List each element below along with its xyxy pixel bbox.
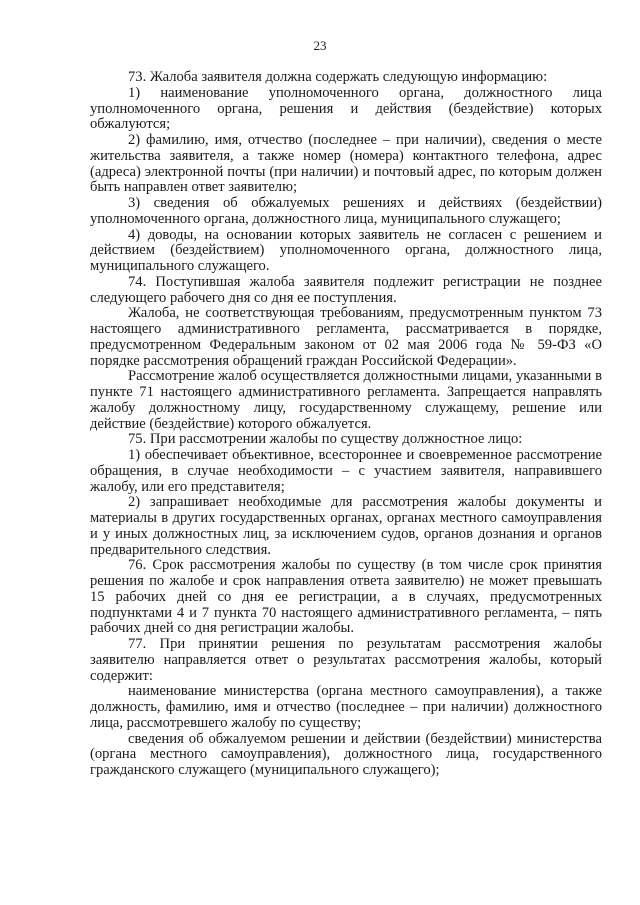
paragraph-74-noncompliant: Жалоба, не соответствующая требованиям, предусмотренным пунктом 73 настоящего административного регламента, рассматривается в порядке, предусмотренном Федеральным законом от 02 мая 2006 года № 59-ФЗ «О порядке рассмотрения обращений граждан Российской Федерации». <box>90 305 602 369</box>
page-number: 23 <box>313 38 327 53</box>
paragraph-75-item-2: 2) запрашивает необходимые для рассмотрения жалобы документы и материалы в других государственных органах, органах местного самоуправления и у иных должностных лиц, за исключением судов, органов дознания и органов предварительного следствия. <box>90 494 602 558</box>
paragraph-77-intro: 77. При принятии решения по результатам рассмотрения жалобы заявителю направляется ответ о результатах рассмотрения жалобы, который содержит: <box>90 636 602 684</box>
paragraph-73-item-3: 3) сведения об обжалуемых решениях и действиях (бездействии) уполномоченного органа, должностного лица, муниципального служащего; <box>90 195 602 227</box>
paragraph-77-item-details: сведения об обжалуемом решении и действии (бездействии) министерства (органа местного самоуправления), должностного лица, государственного гражданского служащего (муниципального служащего); <box>90 730 602 778</box>
paragraph-73-intro: 73. Жалоба заявителя должна содержать следующую информацию: <box>128 69 548 85</box>
paragraph-75-intro: 75. При рассмотрении жалобы по существу должностное лицо: <box>128 431 523 448</box>
paragraph-73-item-2: 2) фамилию, имя, отчество (последнее – при наличии), сведения о месте жительства заявителя, а также номер (номера) контактного телефона, адрес (адреса) электронной почты (при наличии) и почтовый адрес, по которым должен быть направлен ответ заявителю; <box>90 132 602 196</box>
paragraph-74-review: Рассмотрение жалоб осуществляется должностными лицами, указанными в пункте 71 настоящего административного регламента. Запрещается направлять жалобу должностному лицу, государственному служащему, решение или действие (бездействие) которого обжалуется. <box>90 368 602 432</box>
paragraph-73-item-4: 4) доводы, на основании которых заявитель не согласен с решением и действием (бездействием) уполномоченного органа, должностного лица, муниципального служащего. <box>90 226 602 274</box>
document-body <box>90 70 602 779</box>
paragraph-76: 76. Срок рассмотрения жалобы по существу (в том числе срок принятия решения по жалобе и срок направления ответа заявителю) не может превышать 15 рабочих дней со дня ее регистрации, а в случаях, предусмотренных подпунктами 4 и 7 пункта 70 настоящего административного регламента, – пять рабочих дней со дня регистрации жалобы. <box>90 557 602 637</box>
paragraph-74: 74. Поступившая жалоба заявителя подлежит регистрации не позднее следующего рабочего дня со дня ее поступления. <box>90 273 602 306</box>
paragraph-77-item-ministry: наименование министерства (органа местного самоуправления), а также должность, фамилию, имя и отчество (последнее – при наличии) должностного лица, рассмотревшего жалобу по существу; <box>90 683 602 731</box>
paragraph-75-item-1: 1) обеспечивает объективное, всестороннее и своевременное рассмотрение обращения, в случае необходимости – с участием заявителя, направившего жалобу, или его представителя; <box>90 447 602 495</box>
paragraph-73-item-1: 1) наименование уполномоченного органа, должностного лица уполномоченного органа, решения и действия (бездействие) которых обжалуются; <box>90 84 602 133</box>
